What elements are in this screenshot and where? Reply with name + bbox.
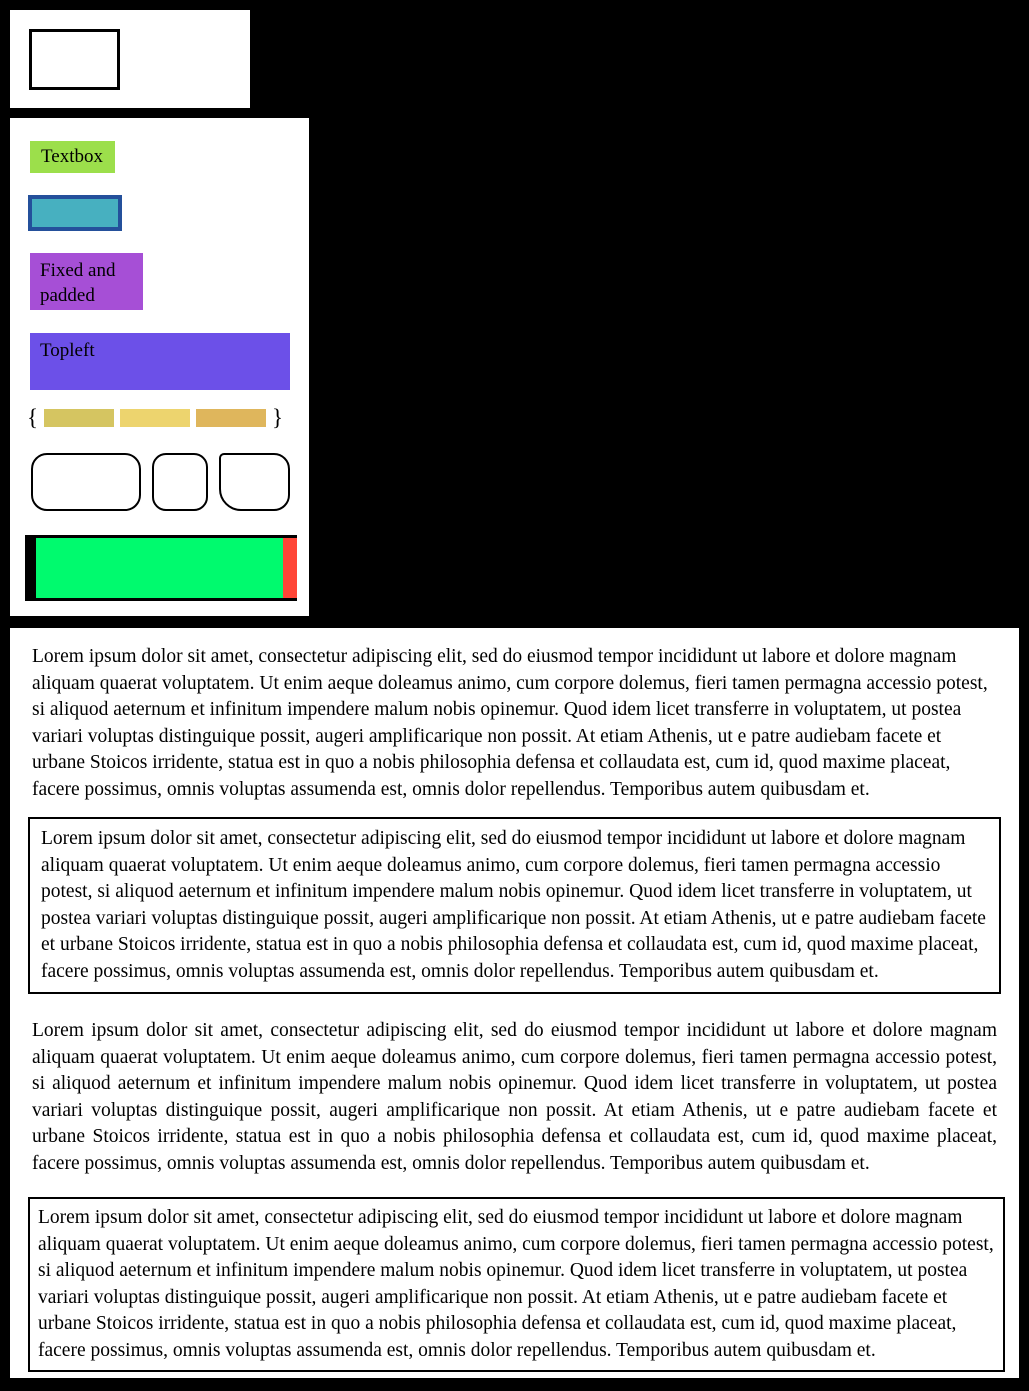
fixed-padded-box: Fixed and padded — [30, 253, 143, 310]
swatch-dark-gold — [196, 409, 266, 427]
topleft-box: Topleft — [30, 333, 290, 390]
paragraph-2-bordered: Lorem ipsum dolor sit amet, consectetur adipiscing elit, sed do eiusmod tempor incididunt ut labore et dolore magnam aliquam quaerat voluptatem. Ut enim aeque doleamus animo, cum corpore dolemus, fieri tamen permagna accessio potest, si aliquod aeternum et infinitum impendere malum nobis opinemur. Quod idem licet transferre in voluptatem, ut postea variari voluptas distinguique possit, augeri amplificarique non possit. At etiam Athenis, ut e patre audiebam facete et urbane Stoicos irridente, statua est in quo a nobis philosophia defensa et collaudata est, cum id, quod maxime placeat, facere possimus, omnis voluptas assumenda est, omnis dolor repellendus. Temporibus autem quibusdam et. — [28, 817, 1001, 994]
swatch-light-gold — [120, 409, 190, 427]
close-brace: } — [272, 405, 284, 430]
open-brace: { — [27, 405, 39, 430]
widget-panel — [10, 118, 309, 616]
paragraph-1: Lorem ipsum dolor sit amet, consectetur adipiscing elit, sed do eiusmod tempor incididunt ut labore et dolore magnam aliquam quaerat voluptatem. Ut enim aeque doleamus animo, cum corpore dolemus, fieri tamen permagna accessio potest, si aliquod aeternum et infinitum impendere malum nobis opinemur. Quod idem licet transferre in voluptatem, ut postea variari voluptas distinguique possit, augeri amplificarique non possit. At etiam Athenis, ut e patre audiebam facete et urbane Stoicos irridente, statua est in quo a nobis philosophia defensa et collaudata est, cum id, quod maxime placeat, facere possimus, omnis voluptas assumenda est, omnis dolor repellendus. Temporibus autem quibusdam et. — [32, 646, 988, 800]
meter-fill-green — [36, 538, 283, 598]
document-panel — [10, 628, 1019, 1378]
top-panel — [10, 10, 250, 108]
paragraph-4-bordered: Lorem ipsum dolor sit amet, consectetur adipiscing elit, sed do eiusmod tempor incididunt ut labore et dolore magnam aliquam quaerat voluptatem. Ut enim aeque doleamus animo, cum corpore dolemus, fieri tamen permagna accessio potest, si aliquod aeternum et infinitum impendere malum nobis opinemur. Quod idem licet transferre in voluptatem, ut postea variari voluptas distinguique possit, augeri amplificarique non possit. At etiam Athenis, ut e patre audiebam facete et urbane Stoicos irridente, statua est in quo a nobis philosophia defensa et collaudata est, cum id, quod maxime placeat, facere possimus, omnis voluptas assumenda est, omnis dolor repellendus. Temporibus autem quibusdam et. — [28, 1197, 1005, 1372]
textbox[interactable]: Textbox — [30, 141, 115, 173]
rounded-box-row — [31, 453, 290, 511]
swatch-khaki — [44, 409, 114, 427]
rounded-box-small — [152, 453, 208, 511]
teal-input-box[interactable] — [28, 195, 122, 231]
paragraph-3-justified: Lorem ipsum dolor sit amet, consectetur adipiscing elit, sed do eiusmod tempor incididunt ut labore et dolore magnam aliquam quaerat voluptatem. Ut enim aeque doleamus animo, cum corpore dolemus, fieri tamen permagna accessio potest, si aliquod aeternum et infinitum impendere malum nobis opinemur. Quod idem licet transferre in voluptatem, ut postea variari voluptas distinguique possit, augeri amplificarique non possit. At etiam Athenis, ut e patre audiebam facete et urbane Stoicos irridente, statua est in quo a nobis philosophia defensa et collaudata est, cum id, quod maxime placeat, facere possimus, omnis voluptas assumenda est, omnis dolor repellendus. Temporibus autem quibusdam et. — [32, 1020, 997, 1174]
progress-meter — [25, 535, 297, 601]
outlined-box — [29, 29, 120, 90]
rounded-box-mixed-corners — [219, 453, 290, 511]
rounded-box-large — [31, 453, 141, 511]
swatch-row — [27, 404, 283, 432]
meter-segment-red — [283, 538, 297, 598]
